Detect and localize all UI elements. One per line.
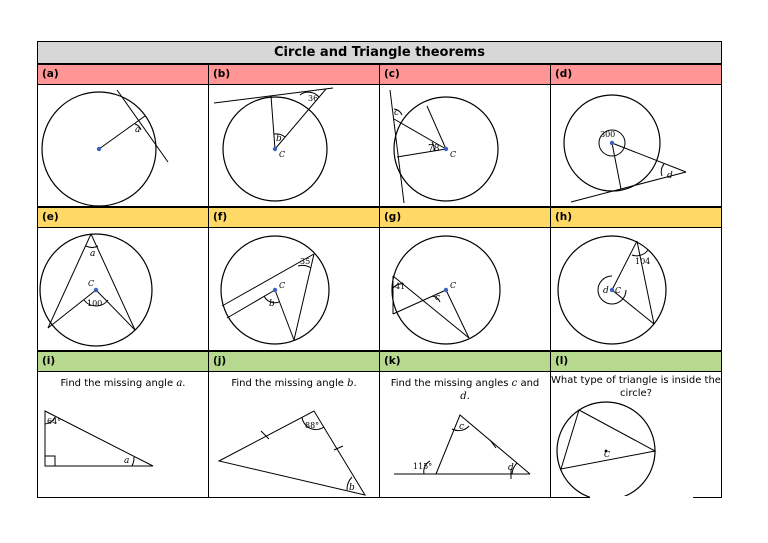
- label-i: (i): [37, 351, 209, 372]
- instruction-l: What type of triangle is inside the circle?: [551, 375, 721, 399]
- diagram-c: [379, 84, 551, 207]
- label-h: (h): [550, 207, 722, 228]
- label-c: (c): [379, 64, 551, 85]
- angle-label-d: d: [667, 171, 673, 181]
- label-a: (a): [37, 64, 209, 85]
- diagram-d: [550, 84, 722, 207]
- center-label-f: C: [279, 281, 286, 290]
- given-angle-c: 78: [428, 144, 440, 154]
- label-k: (k): [379, 351, 551, 372]
- angle-label-a: a: [135, 125, 141, 135]
- border-gap: [590, 496, 693, 499]
- given-angle-j: 88°: [305, 421, 320, 430]
- diagram-b: [208, 84, 380, 207]
- center-label-c: C: [450, 150, 457, 159]
- angle-label-c: c: [394, 108, 400, 118]
- label-d: (d): [550, 64, 722, 85]
- instruction-j: Find the missing angle b.: [231, 378, 357, 389]
- label-j: (j): [208, 351, 380, 372]
- angle-label-k-d: d: [508, 463, 514, 473]
- worksheet: [37, 41, 722, 498]
- instruction-k: Find the missing angles c and d.: [390, 378, 540, 402]
- given-angle-h: 104: [635, 257, 651, 266]
- worksheet-title: Circle and Triangle theorems: [37, 41, 722, 64]
- label-f: (f): [208, 207, 380, 228]
- center-label-b: C: [279, 150, 286, 159]
- diagram-a: [37, 84, 209, 207]
- center-label-l: C: [604, 450, 611, 459]
- given-angle-i: 64°: [47, 417, 62, 426]
- label-g: (g): [379, 207, 551, 228]
- given-angle-b: 36: [308, 94, 319, 103]
- angle-label-e: a: [90, 249, 96, 259]
- angle-label-i: a: [124, 456, 130, 466]
- question-i: [37, 371, 209, 498]
- diagram-e: [37, 227, 209, 351]
- center-label-h: C: [615, 286, 622, 295]
- given-angle-f: 35: [300, 257, 311, 266]
- center-label-g: C: [450, 281, 457, 290]
- diagram-h: [550, 227, 722, 351]
- given-angle-g: 41: [395, 282, 406, 291]
- label-b: (b): [208, 64, 380, 85]
- diagram-f: [208, 227, 380, 351]
- angle-label-h: d: [603, 286, 609, 296]
- instruction-i: Find the missing angle a.: [60, 378, 186, 389]
- diagram-g: [379, 227, 551, 351]
- label-e: (e): [37, 207, 209, 228]
- question-k: [379, 371, 551, 498]
- given-angle-d: 300: [600, 130, 616, 139]
- center-label-e: C: [88, 279, 95, 288]
- question-j: [208, 371, 380, 498]
- angle-label-b: b: [276, 134, 282, 144]
- given-angle-k: 115°: [413, 462, 433, 471]
- angle-label-g: c: [435, 293, 441, 303]
- angle-label-f: b: [269, 299, 275, 309]
- angle-label-k-c: c: [459, 422, 465, 432]
- question-l: [550, 371, 722, 498]
- label-l: (l): [550, 351, 722, 372]
- angle-label-j: b: [349, 483, 355, 493]
- given-angle-e: 100: [87, 299, 103, 308]
